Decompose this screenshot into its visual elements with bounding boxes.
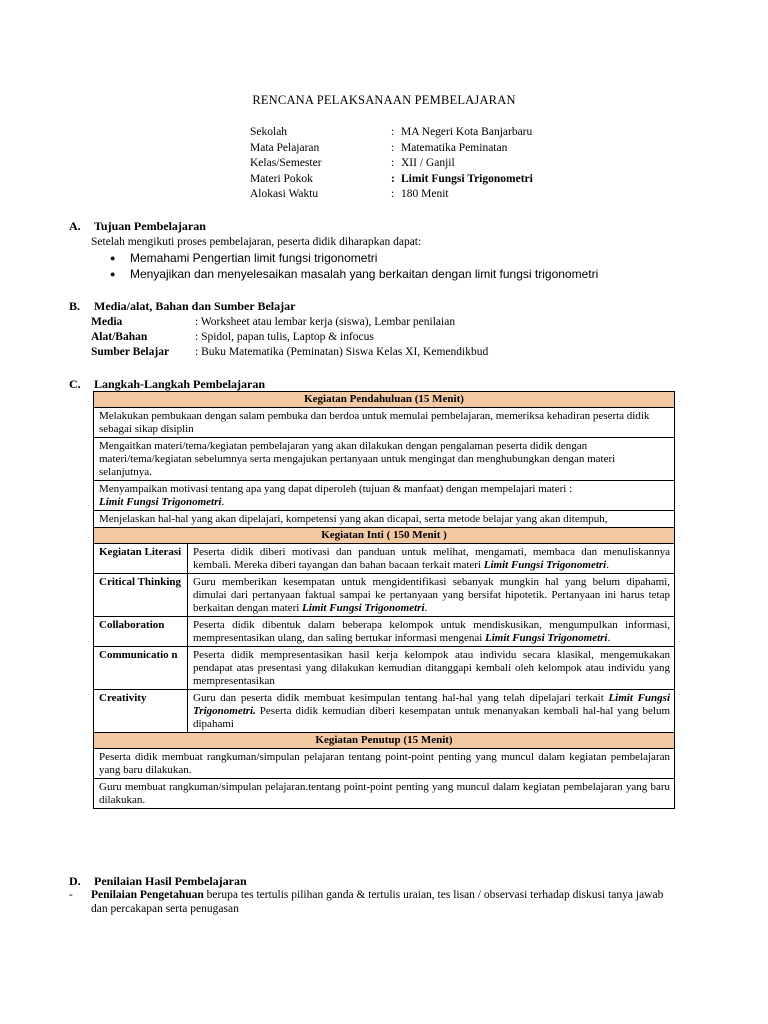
identity-label: Materi Pokok [250,172,313,185]
topic-emphasis: Limit Fungsi Trigonometri [485,632,608,644]
list-dash: - [69,889,73,901]
identity-value: MA Negeri Kota Banjarbaru [401,126,533,138]
assessment-label: Penilaian Pengetahuan [91,889,204,901]
identity-block [250,125,670,203]
table-cell: Guru membuat rangkuman/simpulan pelajaran.tentang point-point penting yang muncul dalam kegiatan pembelajaran yang baru dilakukan. [94,779,675,809]
section-title: Media/alat, Bahan dan Sumber Belajar [94,299,296,313]
table-row [94,528,675,544]
penutup-header: Kegiatan Penutup (15 Menit) [94,733,675,749]
table-cell [94,481,675,511]
activity-description [188,574,675,617]
identity-value: Matematika Peminatan [401,141,508,154]
cell-text-end: . [221,496,225,508]
section-a-intro: Setelah mengikuti proses pembelajaran, peserta didik diharapkan dapat: [91,236,422,248]
cell-text: Guru dan peserta didik membuat kesimpulan tentang hal-hal yang telah dipelajari terkait [193,692,604,704]
table-row [94,438,675,481]
identity-colon: : [391,141,395,154]
section-title: Langkah-Langkah Pembelajaran [94,377,266,391]
activity-description: Peserta didik mempresentasikan hasil kerja kelompok atau individu secara klasikal, mengemukakan pendapat atas presentasi yang dilakukan kemudian ditanggapi kembali oleh kelompok atau individu yang mempresentasikan [188,647,675,690]
cell-text-end: . [606,559,609,571]
activity-label: Communicatio n [94,647,188,690]
media-row [91,345,651,360]
objectives-list [110,250,598,282]
identity-label: Alokasi Waktu [250,188,319,200]
section-letter: D. [69,874,81,888]
identity-colon: : [391,172,395,185]
section-letter: A. [69,219,81,233]
cell-text-end: . [607,632,611,644]
identity-row-class [250,156,670,172]
section-d-heading [69,874,247,888]
table-cell: Menjelaskan hal-hal yang akan dipelajari, kompetensi yang akan dicapai, serta metode belajar yang akan ditempuh, [94,511,675,528]
media-label: Sumber Belajar [91,346,170,358]
activity-label: Collaboration [94,617,188,647]
topic-emphasis: Limit Fungsi Trigonometri. [193,692,670,717]
cell-text: Peserta didik diberi motivasi dan panduan untuk melihat, mengamati, membaca dan menuliskannya kembali. Mereka diberi tayangan dan bahan bacaan terkait materi [193,546,670,571]
activity-description [188,617,675,647]
media-label: Media [91,316,123,328]
section-b-heading [69,299,295,313]
table-row [94,408,675,438]
document-title: RENCANA PELAKSANAAN PEMBELAJARAN [252,93,516,107]
cell-text: Peserta didik dibentuk dalam beberapa kelompok untuk mendiskusikan, mengumpulkan informasi, mempresentasikan ulang, dan saling bertukar informasi mengenai [193,619,670,644]
table-row [94,481,675,511]
section-letter: C. [69,377,81,391]
activity-label: Creativity [94,690,188,733]
table-row [94,779,675,809]
pendahuluan-header: Kegiatan Pendahuluan (15 Menit) [94,392,675,408]
section-a-heading [69,219,206,233]
identity-value: XII / Ganjil [401,157,455,169]
activity-label: Kegiatan Literasi [94,544,188,574]
media-row [91,330,651,345]
table-row [94,690,675,733]
table-cell: Peserta didik membuat rangkuman/simpulan pelajaran tentang point-point penting yang muncul dalam kegiatan pembelajaran yang baru dilakukan. [94,749,675,779]
section-letter: B. [69,299,81,313]
identity-colon: : [391,188,395,200]
table-row [94,617,675,647]
cell-text: Menyampaikan motivasi tentang apa yang dapat diperoleh (tujuan & manfaat) dengan mempelajari materi : [99,483,573,495]
identity-row-time [250,187,670,203]
table-row [94,511,675,528]
table-row [94,749,675,779]
identity-colon: : [391,157,395,169]
cell-text: Guru memberikan kesempatan untuk mengidentifikasi sebanyak mungkin hal yang belum dipahami, dimulai dari pertanyaan faktual sampai ke pertanyaan yang bersifat hipotetik. Pertanyaan ini harus tetap berkaitan dengan materi [193,576,670,614]
topic-emphasis: Limit Fungsi Trigonometri [483,559,607,571]
media-value: : Spidol, papan tulis, Laptop & infocus [195,331,374,343]
table-row [94,544,675,574]
section-title: Tujuan Pembelajaran [94,219,206,233]
cell-text-end: . [424,602,428,614]
identity-value: 180 Menit [401,188,449,200]
activity-label: Critical Thinking [94,574,188,617]
assessment-description: berupa tes tertulis pilihan ganda & tertulis uraian, tes lisan / observasi terhadap diskusi tanya jawab dan percakapan serta penugasan [91,889,664,915]
table-row [94,574,675,617]
assessment-text [91,888,681,916]
identity-label: Kelas/Semester [250,157,322,169]
cell-text-end: Peserta didik kemudian diberi kesempatan untuk menanyakan kembali hal-hal yang belum dipahami [193,705,670,730]
activity-description [188,690,675,733]
topic-emphasis: Limit Fungsi Trigonometri [99,496,222,508]
identity-value: Limit Fungsi Trigonometri [401,172,533,185]
media-block [91,315,651,360]
identity-label: Mata Pelajaran [250,141,320,154]
media-row [91,315,651,330]
table-row [94,647,675,690]
section-c-heading [69,377,265,391]
list-item: ● Menyajikan dan menyelesaikan masalah yang berkaitan dengan limit fungsi trigonometri [110,266,598,282]
table-cell: Mengaitkan materi/tema/kegiatan pembelajaran yang akan dilakukan dengan pengalaman peserta didik dengan materi/tema/kegiatan sebelumnya serta mengajukan pertanyaan untuk mengingat dan menghubungkan dengan materi selanjutnya. [94,438,675,481]
section-title: Penilaian Hasil Pembelajaran [94,874,247,888]
identity-label: Sekolah [250,126,288,138]
table-row [94,392,675,408]
inti-header: Kegiatan Inti ( 150 Menit ) [94,528,675,544]
identity-colon: : [391,126,395,138]
media-label: Alat/Bahan [91,331,148,343]
activity-description [188,544,675,574]
topic-emphasis: Limit Fungsi Trigonometri [302,602,425,614]
identity-row-topic [250,172,670,188]
table-cell: Melakukan pembukaan dengan salam pembuka dan berdoa untuk memulai pembelajaran, memeriksa kehadiran peserta didik sebagai sikap disiplin [94,408,675,438]
list-item: ● Memahami Pengertian limit fungsi trigonometri [110,250,598,266]
learning-steps-table [93,391,675,809]
table-row [94,733,675,749]
identity-row-subject [250,141,670,157]
identity-row-school [250,125,670,141]
media-value: : Buku Matematika (Peminatan) Siswa Kelas XI, Kemendikbud [195,346,489,358]
media-value: : Worksheet atau lembar kerja (siswa), Lembar penilaian [195,316,456,328]
